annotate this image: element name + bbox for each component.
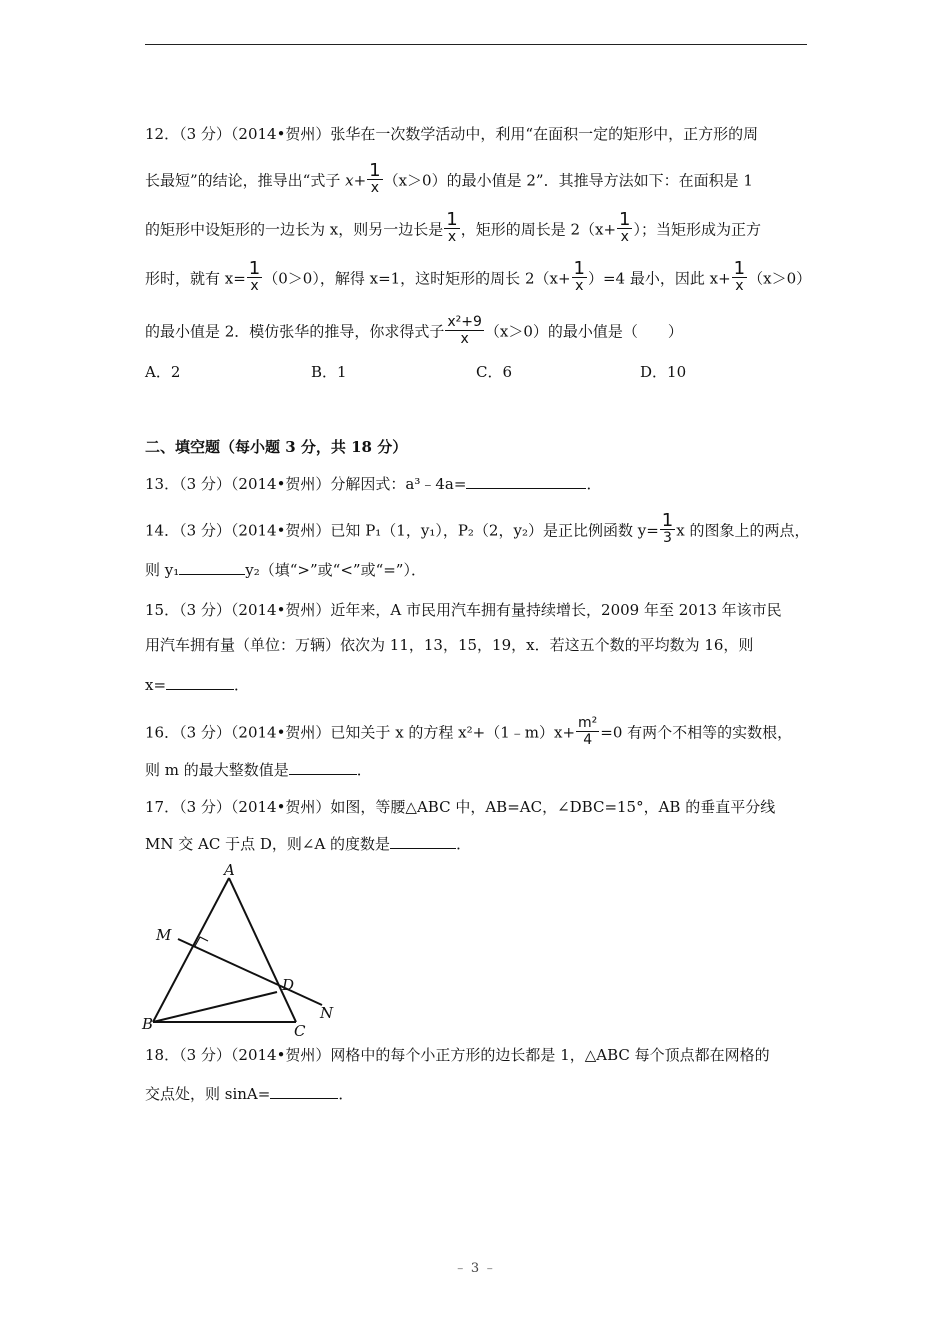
label-a: A [224,861,235,879]
option-b: B．1 [311,363,347,381]
label-c: C [294,1022,306,1038]
answer-blank [289,760,357,775]
q12-line-4: 形时，就有 x= $\frac{1}{x}$ （0＞0），解得 x=1，这时矩形的周长 2（x+ $\frac{1}{x}$ ）=4 最小，因此 x+ $\frac{1}{x}$ （x＞0） [145,258,812,294]
page-number: ﹣ 3 ﹣ [453,1261,497,1276]
q16-line-1: 16．（3 分）（2014•贺州）已知关于 x 的方程 x²+（1﹣m）x+ $\frac{\text{m²}}{4}$ =0 有两个不相等的实数根， [145,715,793,748]
fraction-1-over-x: $\frac{1}{x}$ [446,209,458,245]
q13-line: 13．（3 分）（2014•贺州）分解因式：a³﹣4a= ． [145,475,602,493]
q15-line-2: 用汽车拥有量（单位：万辆）依次为 11，13，15，19，x．若这五个数的平均数为 16，则 [145,636,754,654]
fraction-1-over-x: $\frac{1}{x}$ [369,160,381,196]
option-c: C．6 [476,363,513,381]
q15-line-3: x= ． [145,676,250,694]
label-m: M [156,926,172,944]
q18-line-1: 18．（3 分）（2014•贺州）网格中的每个小正方形的边长都是 1，△ABC 每个顶点都在网格的 [145,1046,770,1064]
q14-line-2: 则 y₁ y₂（填“>”或“<”或“=”）． [145,561,426,579]
fraction-1-over-x: $\frac{1}{x}$ [573,258,585,294]
option-a: A．2 [145,363,181,381]
fraction-1-over-3: $\frac{1}{3}$ [661,510,674,546]
q12-line-3: 的矩形中设矩形的一边长为 x，则另一边长是 $\frac{1}{x}$ ，矩形的周长是 2（x+ $\frac{1}{x}$ ）；当矩形成为正方 [145,209,761,245]
q16-line-2: 则 m 的最大整数值是 ． [145,761,372,779]
answer-blank [179,560,245,575]
fraction-1-over-x: $\frac{1}{x}$ [248,258,261,294]
q12-line-1: 12．（3 分）（2014•贺州）张华在一次数学活动中，利用“在面积一定的矩形中，正方形的周 [145,125,759,143]
q14-line-1: 14．（3 分）（2014•贺州）已知 P₁（1，y₁），P₂（2，y₂）是正比例函数 y= $\frac{1}{3}$ x 的图象上的两点， [145,510,810,546]
q12-line-2: 长最短”的结论，推导出“式子 x+ $\frac{1}{x}$ （x＞0）的最小值是 2”．其推导方法如下：在面积是 1 [145,160,753,196]
label-n: N [320,1004,334,1022]
q18-line-2: 交点处，则 sinA= ． [145,1085,354,1103]
option-d: D．10 [640,363,687,381]
fraction-x2-plus-9-over-x: $\frac{\text{x²+9}}{x}$ [447,314,482,347]
q17-line-1: 17．（3 分）（2014•贺州）如图，等腰△ABC 中，AB=AC，∠DBC=15°，AB 的垂直平分线 [145,798,776,816]
answer-blank [390,834,456,849]
q17-line-2: MN 交 AC 于点 D，则∠A 的度数是 ． [145,835,472,853]
triangle-figure [140,858,350,1038]
answer-blank [466,474,586,489]
segment-ab [153,878,229,1022]
answer-blank [270,1084,338,1099]
header-rule [145,44,807,45]
section-heading: 二、填空题（每小题 3 分，共 18 分） [145,438,408,456]
q12-line-5: 的最小值是 2．模仿张华的推导，你求得式子 $\frac{\text{x²+9}}{x}$ （x＞0）的最小值是（ ） [145,314,683,347]
q15-line-1: 15．（3 分）（2014•贺州）近年来，A 市民用汽车拥有量持续增长，2009 年至 2013 年该市民 [145,601,782,619]
fraction-1-over-x: $\frac{1}{x}$ [619,209,631,245]
fraction-m2-over-4: $\frac{\text{m²}}{4}$ [578,715,598,748]
line-mn [178,939,322,1005]
label-b: B [142,1015,154,1033]
fraction-1-over-x: $\frac{1}{x}$ [733,258,746,294]
label-d: D [282,976,295,994]
answer-blank [166,675,234,690]
segment-bd [153,992,277,1022]
